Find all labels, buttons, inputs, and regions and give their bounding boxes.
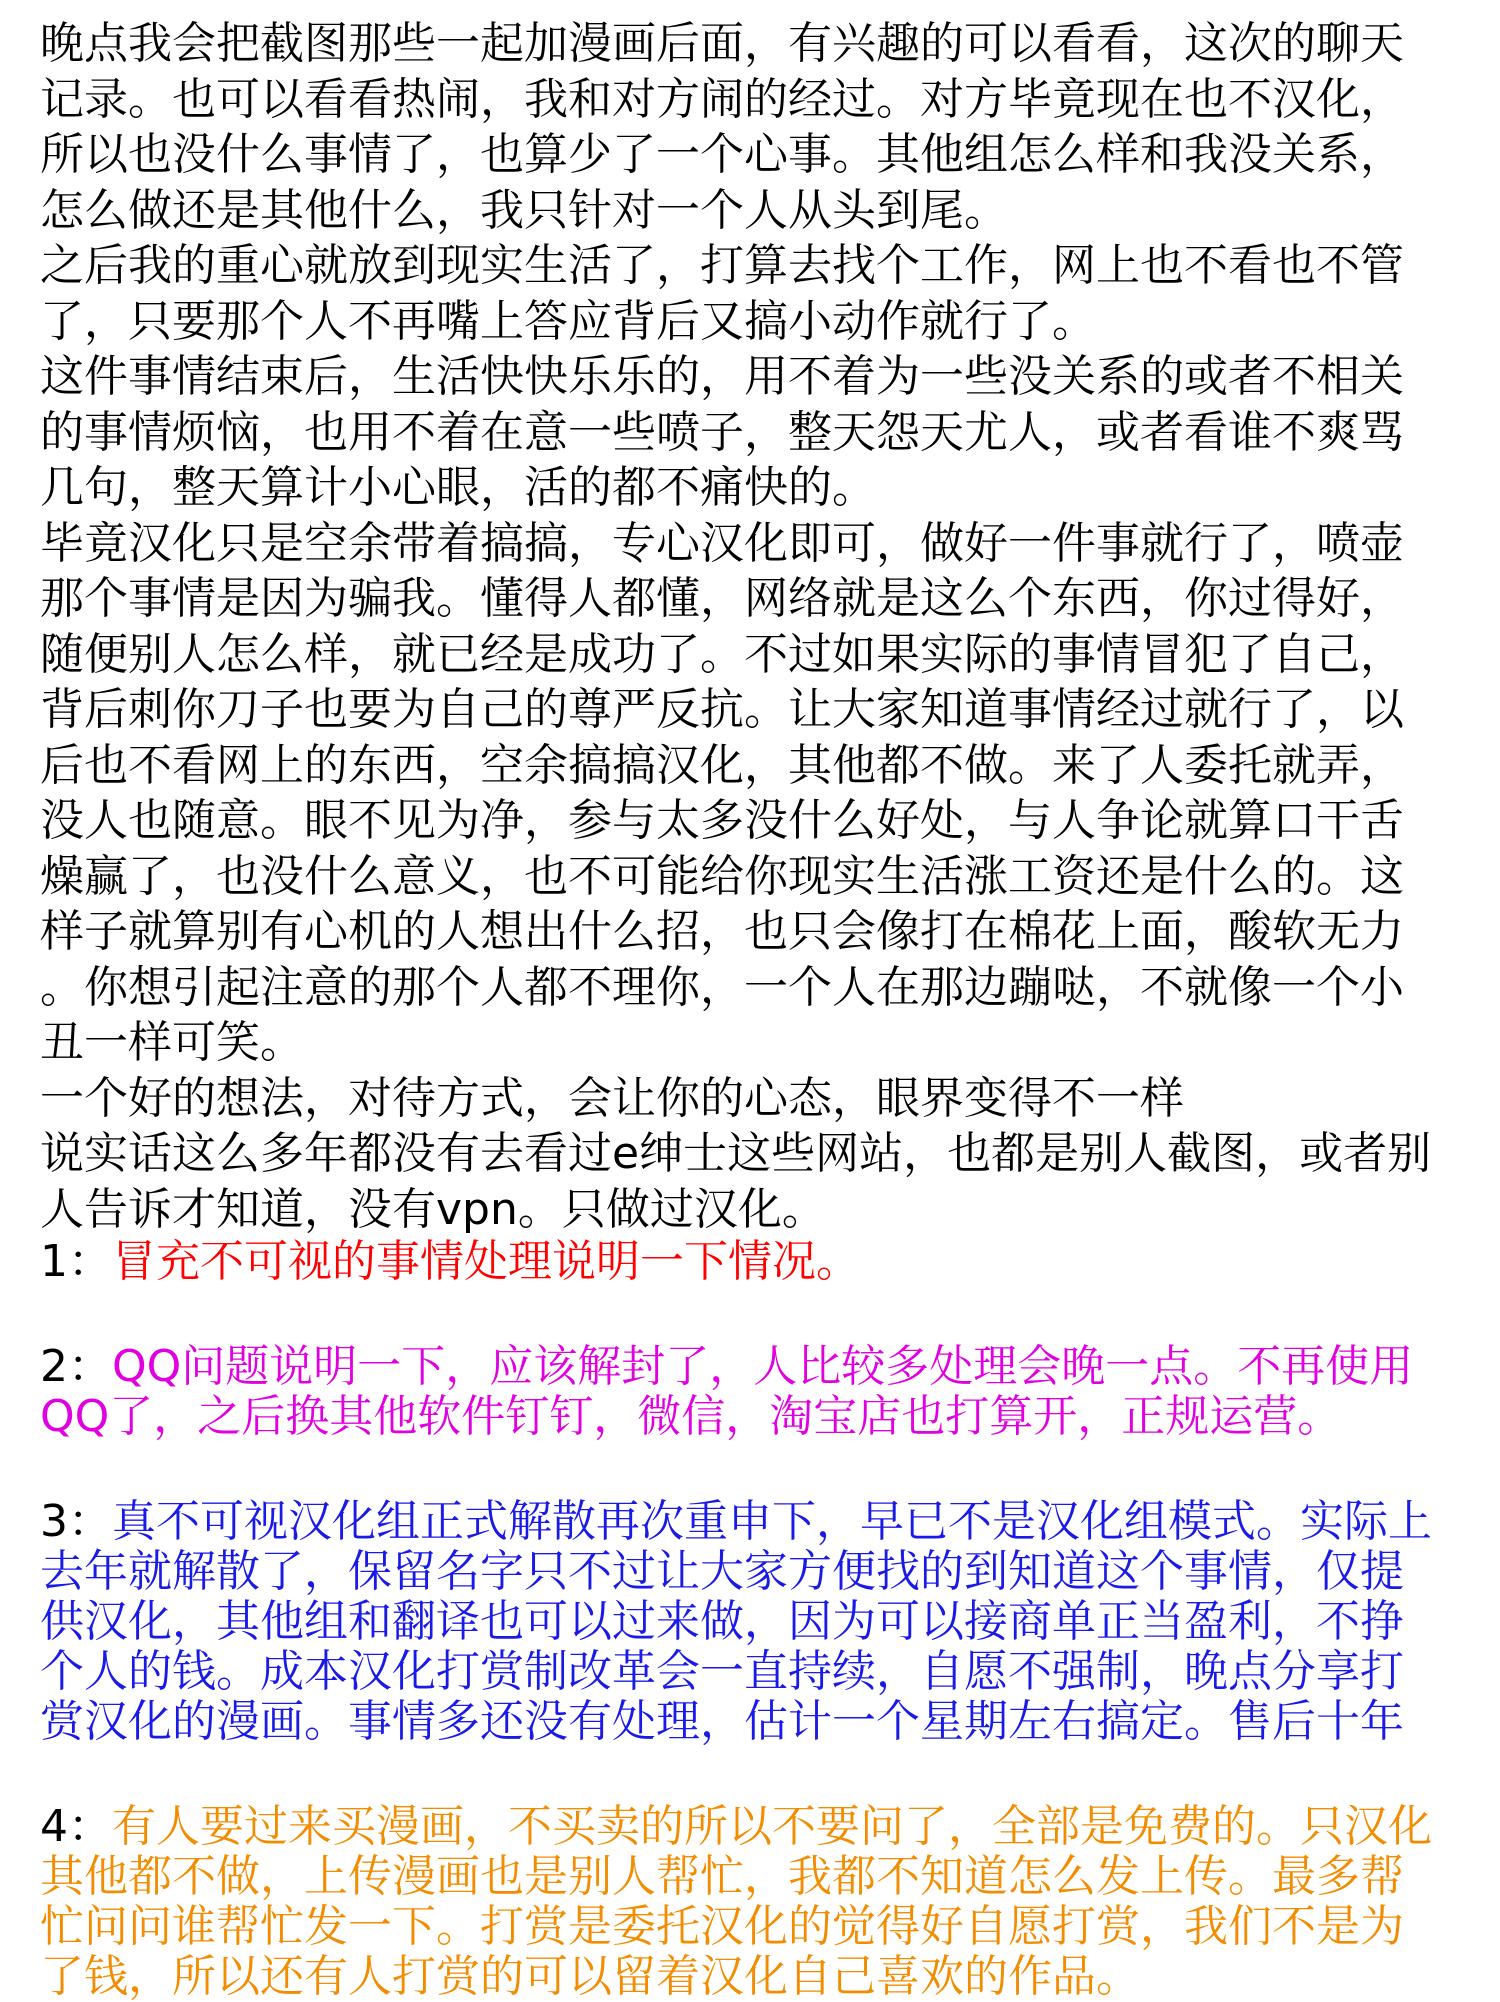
note-2 [40,1342,1420,1442]
text-line: 没人也随意。眼不见为净，参与太多没什么好处，与人争论就算口干舌 [40,795,1404,846]
note-number: 1： [40,1236,112,1287]
text-line: 随便别人怎么样，就已经是成功了。不过如果实际的事情冒犯了自己， [40,628,1404,680]
text-line: 燥赢了，也没什么意义，也不可能给你现实生活涨工资还是什么的。这 [40,850,1404,902]
text-line: 丑一样可笑。 [40,1017,304,1068]
note-number: 4： [40,1801,112,1852]
text-line: 怎么做还是其他什么，我只针对一个人从头到尾。 [40,184,1008,236]
note-text: 真不可视汉化组正式解散再次重申下，早已不是汉化组模式。实际上 [112,1496,1432,1547]
spacer [40,1747,1420,1802]
text-line: 之后我的重心就放到现实生活了，打算去找个工作，网上也不看也不管 [40,240,1404,291]
text-line: 这件事情结束后，生活快快乐乐的，用不着为一些没关系的或者不相关 [40,351,1404,402]
text-line: 了，只要那个人不再嘴上答应背后又搞小动作就行了。 [40,295,1096,347]
note-text: 冒充不可视的事情处理说明一下情况。 [112,1236,860,1287]
text-line: 晚点我会把截图那些一起加漫画后面，有兴趣的可以看看，这次的聊天 [40,18,1404,69]
note-4 [40,1801,1432,2002]
paragraph-intro [40,16,1420,238]
spacer [40,1287,1420,1342]
announcement-document [40,16,1432,2002]
paragraph-focus [40,238,1420,349]
note-text: 有人要过来买漫画，不买卖的所以不要问了，全部是免费的。只汉化 [112,1801,1432,1852]
note-text: 了钱，所以还有人打赏的可以留着汉化自己喜欢的作品。 [40,1951,1140,2002]
note-number: 3： [40,1496,112,1547]
note-text: 个人的钱。成本汉化打赏制改革会一直持续，自愿不强制，晚点分享打 [40,1646,1404,1697]
text-line: 毕竟汉化只是空余带着搞搞，专心汉化即可，做好一件事就行了，喷壶 [40,517,1404,569]
note-number: 2： [40,1341,112,1392]
text-line: 那个事情是因为骗我。懂得人都懂，网络就是这么个东西，你过得好， [40,573,1404,624]
text-line: 。你想引起注意的那个人都不理你，一个人在那边蹦哒，不就像一个小 [40,961,1404,1013]
text-line: 记录。也可以看看热闹，我和对方闹的经过。对方毕竟现在也不汉化， [40,73,1404,125]
text-line: 一个好的想法，对待方式，会让你的心态，眼界变得不一样 [40,1072,1184,1124]
note-text: 赏汉化的漫画。事情多还没有处理，估计一个星期左右搞定。售后十年 [40,1696,1404,1747]
spacer [40,1442,1420,1497]
note-1 [40,1237,1420,1287]
note-text: 供汉化，其他组和翻译也可以过来做，因为可以接商单正当盈利，不挣 [40,1596,1404,1647]
text-line: 后也不看网上的东西，空余搞搞汉化，其他都不做。来了人委托就弄， [40,739,1404,791]
text-line: 人告诉才知道，没有vpn。只做过汉化。 [40,1183,826,1235]
note-text: 去年就解散了，保留名字只不过让大家方便找的到知道这个事情，仅提 [40,1546,1404,1597]
text-line: 几句，整天算计小心眼，活的都不痛快的。 [40,462,876,513]
text-line: 说实话这么多年都没有去看过e绅士这些网站，也都是别人截图，或者别 [40,1128,1432,1179]
paragraph-reflection [40,516,1420,1071]
text-line: 的事情烦恼，也用不着在意一些喷子，整天怨天尤人，或者看谁不爽骂 [40,406,1404,458]
note-3 [40,1496,1432,1747]
text-line: 样子就算别有心机的人想出什么招，也只会像打在棉花上面，酸软无力 [40,906,1404,957]
paragraph-afterwards [40,349,1420,516]
paragraph-mindset [40,1071,1420,1127]
note-text: QQ问题说明一下，应该解封了，人比较多处理会晚一点。不再使用 [112,1341,1414,1392]
note-text: 忙问问谁帮忙发一下。打赏是委托汉化的觉得好自愿打赏，我们不是为 [40,1901,1404,1952]
note-text: QQ了，之后换其他软件钉钉，微信，淘宝店也打算开，正规运营。 [40,1391,1342,1442]
text-line: 背后刺你刀子也要为自己的尊严反抗。让大家知道事情经过就行了，以 [40,684,1404,735]
paragraph-honesty [40,1126,1432,1237]
note-text: 其他都不做，上传漫画也是别人帮忙，我都不知道怎么发上传。最多帮 [40,1851,1404,1902]
text-line: 所以也没什么事情了，也算少了一个心事。其他组怎么样和我没关系， [40,129,1404,180]
